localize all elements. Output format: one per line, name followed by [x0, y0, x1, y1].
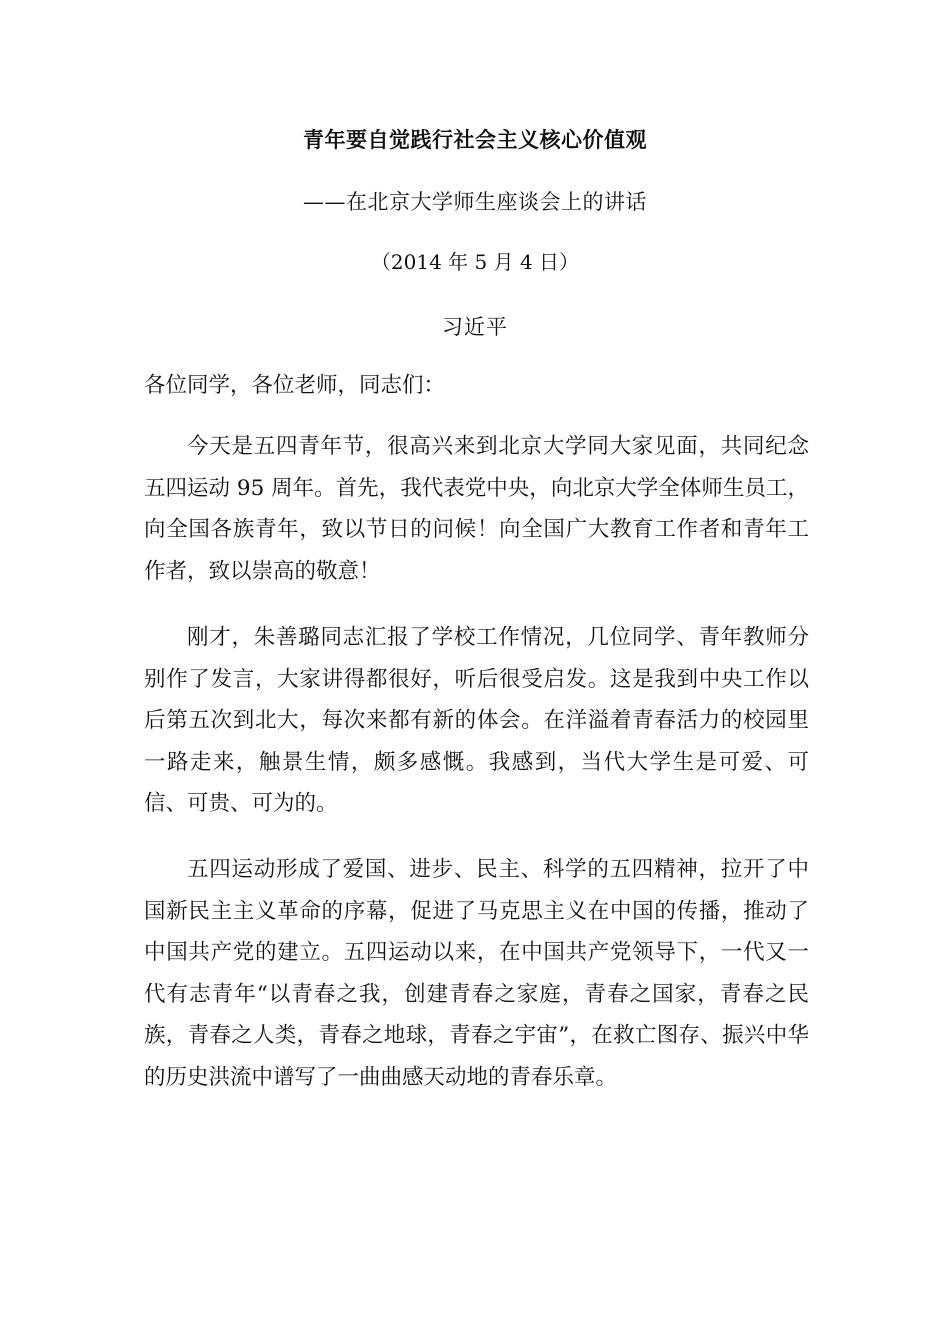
document-subtitle: ——在北京大学师生座谈会上的讲话	[303, 190, 647, 214]
document-title: 青年要自觉践行社会主义核心价值观	[303, 127, 647, 152]
paragraph-1: 今天是五四青年节，很高兴来到北京大学同大家见面，共同纪念五四运动 95 周年。首先，我代表党中央，向北京大学全体师生员工，向全国各族青年，致以节日的问候！向全国广大教育工作者和青年工作者，致以崇高的敬意！	[144, 434, 809, 584]
paragraph-2: 刚才，朱善璐同志汇报了学校工作情况，几位同学、青年教师分别作了发言，大家讲得都很好，听后很受启发。这是我到中央工作以后第五次到北大，每次来都有新的体会。在洋溢着青春活力的校园里一路走来，触景生情，颇多感慨。我感到，当代大学生是可爱、可信、可贵、可为的。	[144, 625, 809, 816]
salutation: 各位同学，各位老师，同志们：	[144, 373, 446, 398]
document-author: 习近平	[442, 315, 508, 339]
document-date: （2014 年 5 月 4 日）	[370, 250, 580, 274]
paragraph-3: 五四运动形成了爱国、进步、民主、科学的五四精神，拉开了中国新民主主义革命的序幕，促进了马克思主义在中国的传播，推动了中国共产党的建立。五四运动以来，在中国共产党领导下，一代又一代有志青年“以青春之我，创建青春之家庭，青春之国家，青春之民族，青春之人类，青春之地球，青春之宇宙”，在救亡图存、振兴中华的历史洪流中谱写了一曲曲感天动地的青春乐章。	[144, 857, 809, 1090]
